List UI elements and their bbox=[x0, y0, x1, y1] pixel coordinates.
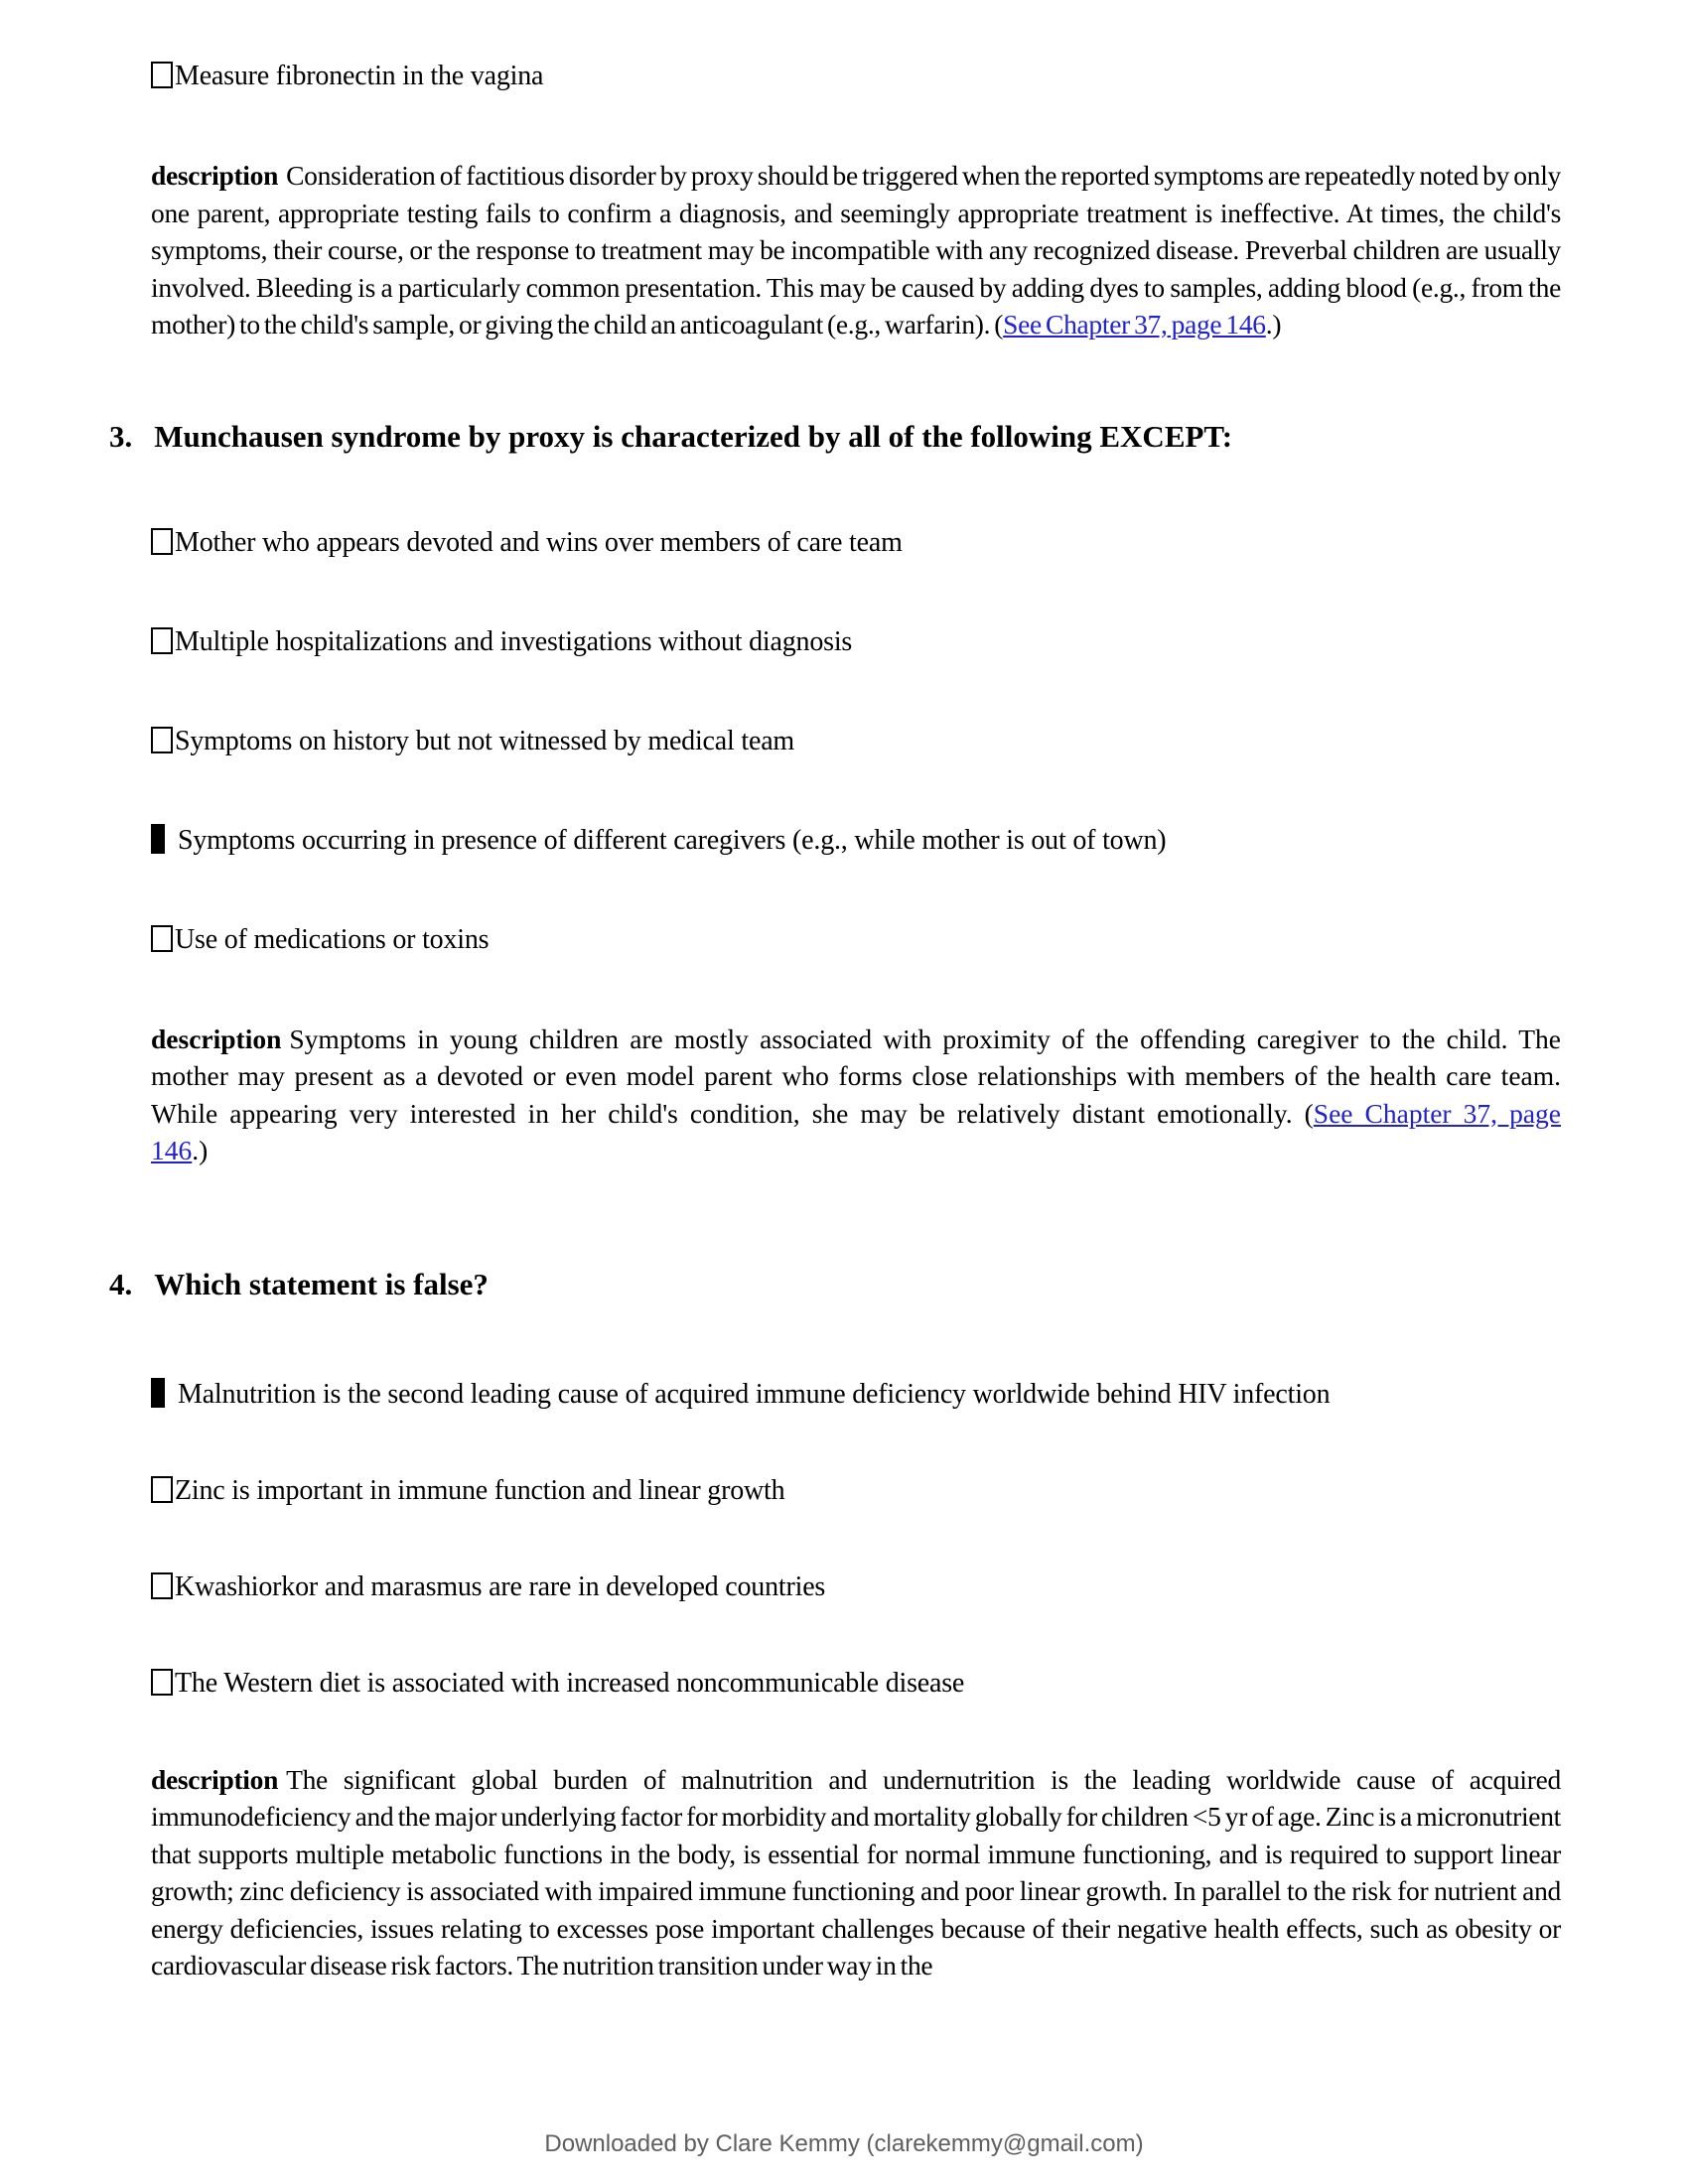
option-label: Measure fibronectin in the vagina bbox=[175, 61, 544, 91]
question-title: Munchausen syndrome by proxy is characterized by all of the following EXCEPT: bbox=[154, 418, 1233, 454]
answer-option[interactable] bbox=[151, 1472, 1559, 1510]
checkbox-icon[interactable] bbox=[151, 1572, 173, 1599]
checkbox-checked-icon[interactable] bbox=[151, 824, 165, 854]
answer-option-fibronectin[interactable] bbox=[151, 58, 1559, 95]
option-label: Zinc is important in immune function and linear growth bbox=[175, 1474, 785, 1506]
answer-option-selected[interactable] bbox=[151, 1376, 1559, 1414]
checkbox-icon[interactable] bbox=[151, 627, 173, 654]
answer-option[interactable] bbox=[151, 1569, 1559, 1606]
description-paragraph bbox=[151, 1761, 1561, 1984]
option-label: Symptoms occurring in presence of different caregivers (e.g., while mother is out of town) bbox=[178, 824, 1167, 856]
answer-option[interactable] bbox=[151, 524, 1559, 562]
see-chapter-link[interactable]: See Chapter 37, page 146 bbox=[151, 1097, 1561, 1165]
answer-option[interactable] bbox=[151, 623, 1559, 661]
question-4-heading bbox=[109, 1265, 1559, 1304]
checkbox-icon[interactable] bbox=[151, 1476, 173, 1503]
description-text: Consideration of factitious disorder by proxy should be triggered when the reported symptoms are repeatedly noted by only one parent, appropriate testing fails to confirm a diagnosis, and seemingly appropriate treatment is ineffective. At times, the child's symptoms, their course, or the response to treatment may be incompatible with any recognized disease. Preverbal children are usually involved. Bleeding is a particularly common presentation. This may be caused by adding dyes to samples, adding blood (e.g., from the mother) to the child's sample, or giving the child an anticoagulant (e.g., warfarin). ( bbox=[151, 160, 1561, 340]
checkbox-checked-icon[interactable] bbox=[151, 1378, 165, 1408]
downloaded-by-footer: Downloaded by Clare Kemmy (clarekemmy@gmail.com) bbox=[544, 2130, 1144, 2157]
question-3-options bbox=[109, 524, 1559, 959]
checkbox-icon[interactable] bbox=[151, 62, 173, 88]
option-label: Symptoms on history but not witnessed by medical team bbox=[175, 725, 795, 756]
description-text: The significant global burden of malnutrition and undernutrition is the leading worldwide cause of acquired immunodeficiency and the major underlying factor for morbidity and mortality globally for children <5 yr of age. Zinc is a micronutrient that supports multiple metabolic functions in the body, is essential for normal immune functioning, and is required to support linear growth; zinc deficiency is associated with impaired immune functioning and poor linear growth. In parallel to the risk for nutrient and energy deficiencies, issues relating to excesses pose important challenges because of their negative health effects, such as obesity or cardiovascular disease risk factors. The nutrition transition under way in the bbox=[151, 1763, 1561, 1980]
answer-option[interactable] bbox=[151, 723, 1559, 760]
option-label: Malnutrition is the second leading cause of acquired immune deficiency worldwide behind HIV infection bbox=[178, 1378, 1331, 1410]
question-4-options bbox=[109, 1376, 1559, 1703]
option-label: Use of medications or toxins bbox=[175, 923, 490, 955]
answer-option-selected[interactable] bbox=[151, 822, 1559, 860]
checkbox-icon[interactable] bbox=[151, 1669, 173, 1696]
description-paragraph bbox=[151, 157, 1561, 343]
checkbox-icon[interactable] bbox=[151, 528, 173, 555]
description-paragraph bbox=[151, 1021, 1561, 1169]
see-chapter-link[interactable]: See Chapter 37, page 146 bbox=[1003, 309, 1266, 340]
description-label: description bbox=[151, 1023, 282, 1054]
option-label: The Western diet is associated with increased noncommunicable disease bbox=[175, 1667, 965, 1699]
question-3-heading bbox=[109, 417, 1559, 457]
question-number: 3. bbox=[109, 418, 133, 454]
option-label: Multiple hospitalizations and investigations without diagnosis bbox=[175, 625, 853, 657]
checkbox-icon[interactable] bbox=[151, 727, 173, 753]
option-label: Mother who appears devoted and wins over members of care team bbox=[175, 526, 903, 558]
question-title: Which statement is false? bbox=[154, 1266, 489, 1301]
description-suffix: .) bbox=[192, 1135, 209, 1165]
checkbox-icon[interactable] bbox=[151, 925, 173, 952]
description-label: description bbox=[151, 1763, 279, 1795]
description-text: Symptoms in young children are mostly associated with proximity of the offending caregiver to the child. The mother may present as a devoted or even model parent who forms close relationships with members of the health care team. While appearing very interested in her child's condition, she may be relatively distant emotionally. ( bbox=[151, 1023, 1561, 1129]
description-label: description bbox=[151, 160, 279, 191]
option-label: Kwashiorkor and marasmus are rare in developed countries bbox=[175, 1570, 826, 1602]
description-suffix: .) bbox=[1265, 309, 1282, 340]
answer-option[interactable] bbox=[151, 1665, 1559, 1703]
answer-option[interactable] bbox=[151, 921, 1559, 959]
question-number: 4. bbox=[109, 1266, 133, 1301]
